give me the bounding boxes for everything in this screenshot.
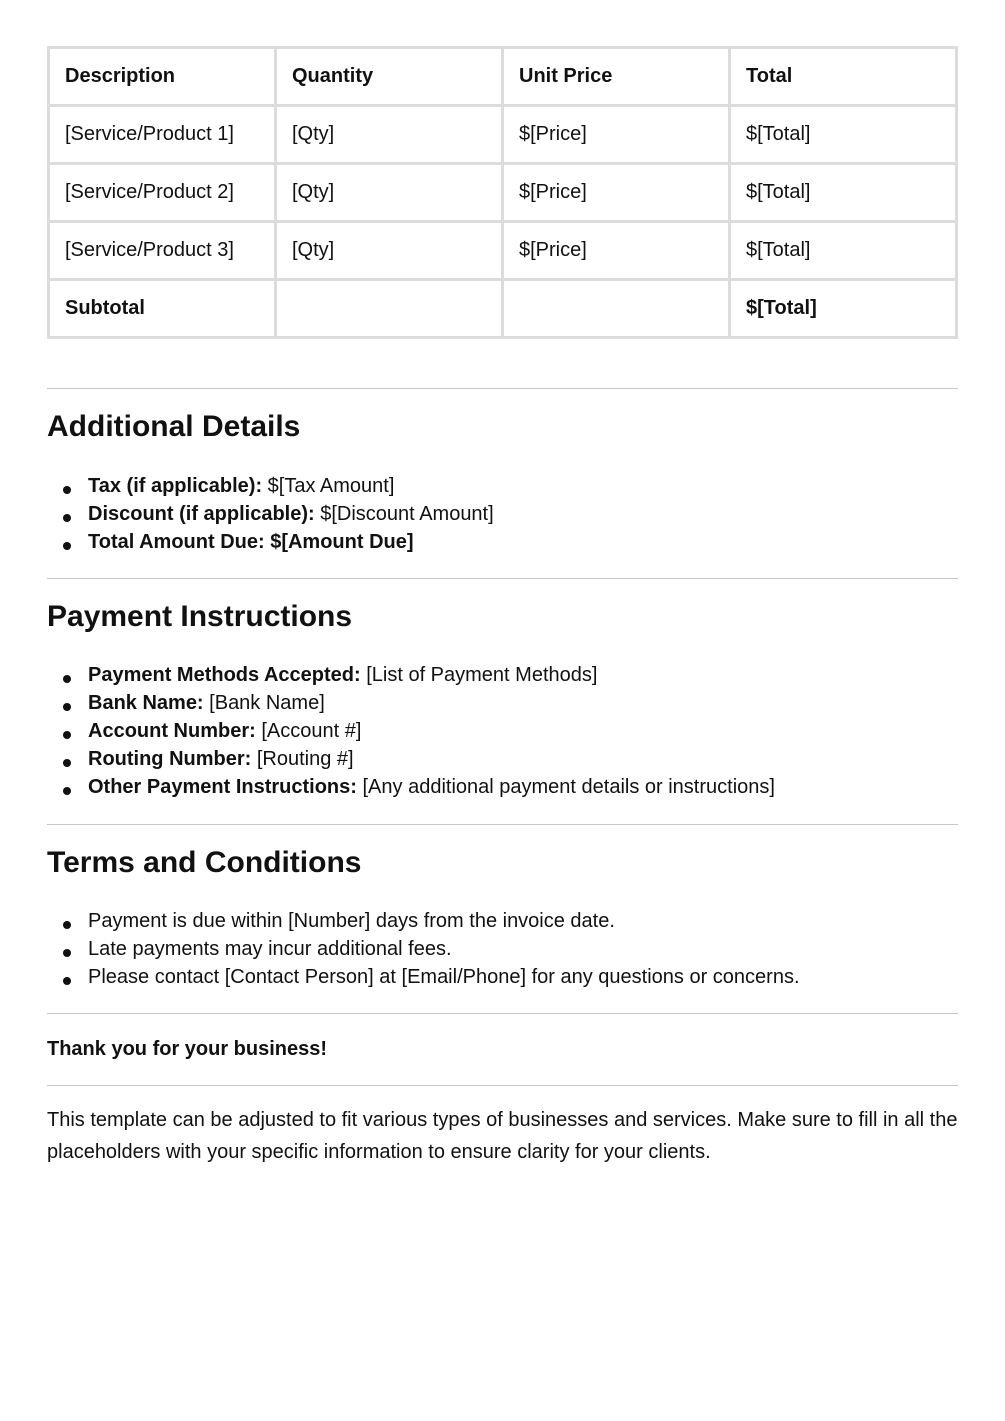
item-label: Other Payment Instructions: [88, 776, 357, 798]
cell: $[Total] [730, 106, 957, 164]
list-item [47, 472, 494, 500]
subtotal-value: $[Total] [730, 280, 957, 338]
item-value: $[Tax Amount] [262, 475, 395, 497]
item-label: Tax (if applicable): [88, 475, 263, 497]
cell: [Service/Product 1] [49, 106, 276, 164]
invoice-table [47, 46, 958, 339]
cell: [Qty] [276, 106, 503, 164]
item-value: [Account #] [255, 720, 362, 742]
item-value: [List of Payment Methods] [360, 664, 598, 686]
item-label: Account Number: [88, 720, 256, 742]
item-label: Total Amount Due: $[Amount Due] [88, 531, 414, 553]
cell [276, 280, 503, 338]
item-value: [Any additional payment details or instructions] [356, 776, 775, 798]
list-item: Payment is due within [Number] days from the invoice date. [47, 907, 800, 935]
list-item: Please contact [Contact Person] at [Email/Phone] for any questions or concerns. [47, 963, 800, 991]
cell: $[Price] [503, 164, 730, 222]
subtotal-label: Subtotal [49, 280, 276, 338]
list-item: Late payments may incur additional fees. [47, 935, 800, 963]
table-row [49, 164, 957, 222]
list-item [47, 661, 775, 689]
header-cell: Unit Price [503, 48, 730, 106]
list-item [47, 500, 494, 528]
additional-details-list [47, 472, 494, 556]
cell: [Qty] [276, 164, 503, 222]
divider [47, 1085, 958, 1086]
terms-list [47, 907, 800, 991]
list-item [47, 773, 775, 801]
divider [47, 824, 958, 825]
item-label: Bank Name: [88, 692, 204, 714]
list-item [47, 689, 775, 717]
table-row [49, 222, 957, 280]
cell: $[Total] [730, 164, 957, 222]
list-item [47, 528, 494, 556]
divider [47, 388, 958, 389]
table-row [49, 106, 957, 164]
subtotal-row [49, 280, 957, 338]
cell [503, 280, 730, 338]
cell: $[Price] [503, 222, 730, 280]
list-item [47, 717, 775, 745]
additional-details-heading: Additional Details [47, 410, 301, 443]
terms-heading: Terms and Conditions [47, 846, 362, 879]
item-label: Routing Number: [88, 748, 252, 770]
cell: [Qty] [276, 222, 503, 280]
header-cell: Description [49, 48, 276, 106]
item-label: Payment Methods Accepted: [88, 664, 361, 686]
header-cell: Total [730, 48, 957, 106]
cell: [Service/Product 3] [49, 222, 276, 280]
thank-you-text: Thank you for your business! [47, 1038, 328, 1060]
item-value: [Bank Name] [203, 692, 325, 714]
list-item [47, 745, 775, 773]
item-label: Discount (if applicable): [88, 503, 315, 525]
cell: [Service/Product 2] [49, 164, 276, 222]
divider [47, 1013, 958, 1014]
payment-list [47, 661, 775, 801]
footer-note: This template can be adjusted to fit various types of businesses and services. Make sure to fill in all the placeholders with your specific information to ensure clarity for your clients. [47, 1109, 958, 1163]
header-cell: Quantity [276, 48, 503, 106]
item-value: $[Discount Amount] [314, 503, 494, 525]
divider [47, 578, 958, 579]
item-value: [Routing #] [251, 748, 354, 770]
payment-instructions-heading: Payment Instructions [47, 600, 353, 633]
cell: $[Price] [503, 106, 730, 164]
cell: $[Total] [730, 222, 957, 280]
table-header-row [49, 48, 957, 106]
